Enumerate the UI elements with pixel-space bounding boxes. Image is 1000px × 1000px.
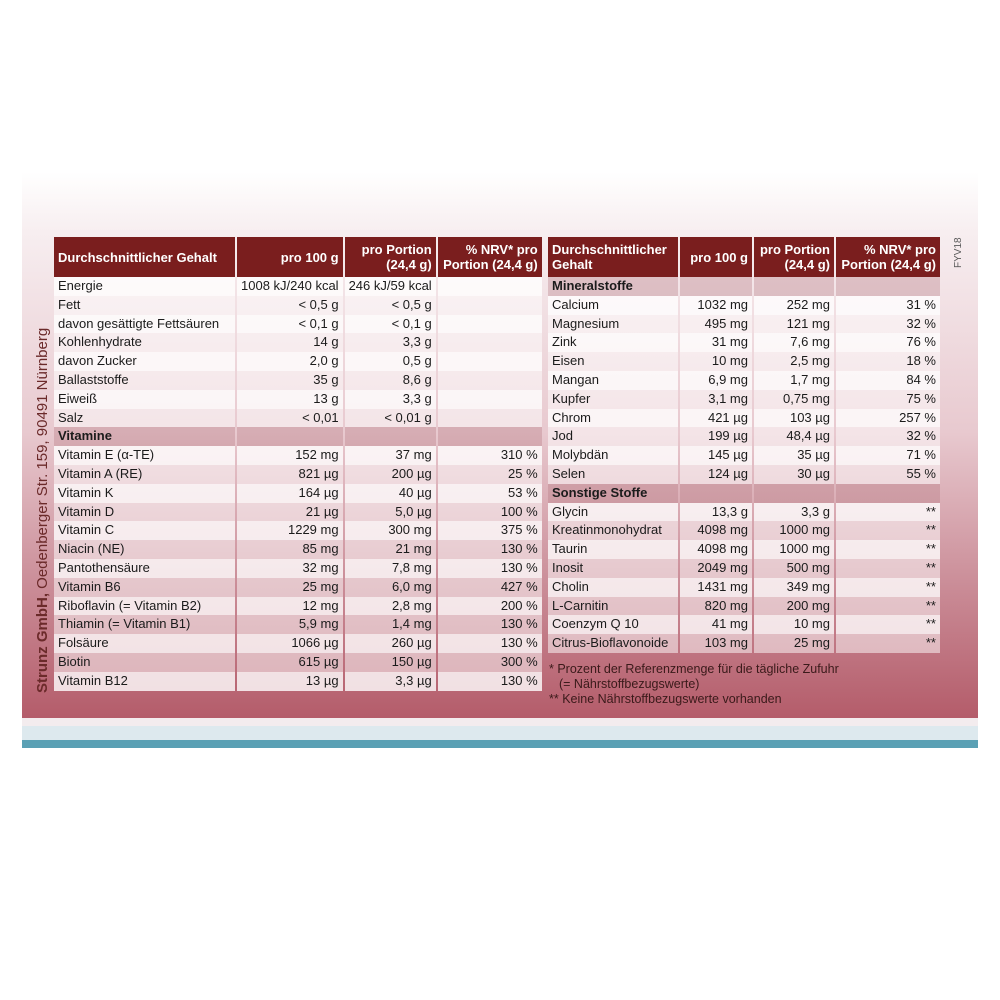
table-row [54, 615, 542, 634]
nrv-percent: 76 % [836, 333, 940, 352]
nutrient-name: Kreatinmonohydrat [548, 521, 678, 540]
nrv-percent: ** [836, 634, 940, 653]
value-per-100g: 13 µg [237, 672, 343, 691]
nrv-percent: ** [836, 578, 940, 597]
nutrient-name: Jod [548, 427, 678, 446]
value-per-100g: 1008 kJ/240 kcal [237, 277, 343, 296]
table-row [54, 653, 542, 672]
section-row [548, 277, 940, 296]
value-per-portion: 7,8 mg [345, 559, 436, 578]
table-row [548, 634, 940, 653]
value-per-100g: 152 mg [237, 446, 343, 465]
header-cell: Durchschnittlicher Gehalt [54, 237, 235, 277]
value-per-portion: 0,75 mg [754, 390, 834, 409]
table-row [54, 371, 542, 390]
nutrient-name: Molybdän [548, 446, 678, 465]
nutrient-name: Biotin [54, 653, 235, 672]
table-row [54, 446, 542, 465]
nrv-percent [438, 352, 542, 371]
value-per-100g: 495 mg [680, 315, 752, 334]
table-row [54, 597, 542, 616]
nrv-percent [438, 409, 542, 428]
value-per-portion: 7,6 mg [754, 333, 834, 352]
table-row [548, 390, 940, 409]
value-per-portion: 121 mg [754, 315, 834, 334]
value-per-portion: 8,6 g [345, 371, 436, 390]
nrv-percent: 55 % [836, 465, 940, 484]
table-row [548, 352, 940, 371]
table-row [548, 521, 940, 540]
print-code: FYV18 [953, 237, 964, 268]
nutrient-name: Coenzym Q 10 [548, 615, 678, 634]
nutrient-name: Vitamin B6 [54, 578, 235, 597]
value-per-portion: 300 mg [345, 521, 436, 540]
nutrient-name: Vitamin A (RE) [54, 465, 235, 484]
section-filler [438, 427, 542, 446]
value-per-100g: < 0,01 [237, 409, 343, 428]
nrv-percent [438, 315, 542, 334]
nutrient-name: Mangan [548, 371, 678, 390]
table-row [54, 484, 542, 503]
value-per-portion: 25 mg [754, 634, 834, 653]
value-per-100g: 12 mg [237, 597, 343, 616]
table-row [548, 333, 940, 352]
nutrition-table-left [52, 237, 544, 691]
value-per-portion: 21 mg [345, 540, 436, 559]
company-name: Strunz GmbH, [34, 593, 51, 693]
value-per-100g: 13,3 g [680, 503, 752, 522]
value-per-100g: 164 µg [237, 484, 343, 503]
table-row [548, 503, 940, 522]
nutrient-name: Niacin (NE) [54, 540, 235, 559]
nrv-percent: 25 % [438, 465, 542, 484]
value-per-portion: 35 µg [754, 446, 834, 465]
value-per-portion: < 0,1 g [345, 315, 436, 334]
section-title: Vitamine [54, 427, 235, 446]
nrv-percent: 130 % [438, 634, 542, 653]
value-per-portion: 0,5 g [345, 352, 436, 371]
value-per-portion: 2,5 mg [754, 352, 834, 371]
value-per-100g: 124 µg [680, 465, 752, 484]
value-per-portion: 1000 mg [754, 540, 834, 559]
section-filler [345, 427, 436, 446]
nrv-percent [438, 333, 542, 352]
nrv-percent [438, 277, 542, 296]
section-filler [680, 277, 752, 296]
value-per-100g: < 0,5 g [237, 296, 343, 315]
value-per-100g: 145 µg [680, 446, 752, 465]
nrv-percent: 32 % [836, 315, 940, 334]
section-filler [680, 484, 752, 503]
nrv-percent: 130 % [438, 672, 542, 691]
value-per-portion: < 0,5 g [345, 296, 436, 315]
table-row [54, 333, 542, 352]
value-per-portion: 37 mg [345, 446, 436, 465]
value-per-100g: < 0,1 g [237, 315, 343, 334]
value-per-100g: 3,1 mg [680, 390, 752, 409]
value-per-100g: 103 mg [680, 634, 752, 653]
section-row [54, 427, 542, 446]
nrv-percent: 130 % [438, 540, 542, 559]
table-row [548, 371, 940, 390]
table-row [548, 615, 940, 634]
value-per-100g: 821 µg [237, 465, 343, 484]
nutrient-name: Vitamin E (α-TE) [54, 446, 235, 465]
table-row [548, 597, 940, 616]
value-per-portion: 246 kJ/59 kcal [345, 277, 436, 296]
value-per-100g: 41 mg [680, 615, 752, 634]
header-cell: pro 100 g [680, 237, 752, 277]
table-row [54, 634, 542, 653]
nrv-percent: 84 % [836, 371, 940, 390]
nutrient-name: Eiweiß [54, 390, 235, 409]
nutrient-name: Ballaststoffe [54, 371, 235, 390]
nrv-percent [438, 371, 542, 390]
nrv-percent: ** [836, 540, 940, 559]
value-per-portion: 103 µg [754, 409, 834, 428]
header-cell: % NRV* pro Portion (24,4 g) [836, 237, 940, 277]
section-row [548, 484, 940, 503]
nrv-percent: 53 % [438, 484, 542, 503]
header-cell: % NRV* pro Portion (24,4 g) [438, 237, 542, 277]
table-row [54, 465, 542, 484]
value-per-portion: 2,8 mg [345, 597, 436, 616]
footnote-no-reference: ** Keine Nährstoffbezugswerte vorhanden [549, 692, 782, 706]
stripe-blue [22, 740, 978, 748]
value-per-100g: 14 g [237, 333, 343, 352]
value-per-portion: 3,3 g [754, 503, 834, 522]
value-per-portion: 30 µg [754, 465, 834, 484]
value-per-100g: 199 µg [680, 427, 752, 446]
value-per-portion: 3,3 µg [345, 672, 436, 691]
section-filler [754, 484, 834, 503]
nrv-percent: 75 % [836, 390, 940, 409]
value-per-100g: 1032 mg [680, 296, 752, 315]
nrv-percent: 200 % [438, 597, 542, 616]
nutrient-name: Magnesium [548, 315, 678, 334]
table-row [54, 352, 542, 371]
footnote-nrv: * Prozent der Referenzmenge für die tägliche Zufuhr [549, 662, 839, 676]
nrv-percent: 130 % [438, 559, 542, 578]
table-row [54, 540, 542, 559]
nrv-percent: 130 % [438, 615, 542, 634]
value-per-portion: < 0,01 g [345, 409, 436, 428]
nrv-percent: ** [836, 559, 940, 578]
nrv-percent: 300 % [438, 653, 542, 672]
address-text: Oedenberger Str. 159, 90491 Nürnberg [34, 327, 51, 593]
value-per-portion: 6,0 mg [345, 578, 436, 597]
value-per-portion: 260 µg [345, 634, 436, 653]
nutrition-table-right [546, 237, 942, 653]
nrv-percent: ** [836, 597, 940, 616]
table-header-row [548, 237, 940, 277]
value-per-portion: 5,0 µg [345, 503, 436, 522]
table-row [54, 390, 542, 409]
value-per-100g: 85 mg [237, 540, 343, 559]
nutrient-name: Selen [548, 465, 678, 484]
nrv-percent: 100 % [438, 503, 542, 522]
value-per-100g: 5,9 mg [237, 615, 343, 634]
value-per-100g: 615 µg [237, 653, 343, 672]
nutrient-name: Eisen [548, 352, 678, 371]
table-row [54, 277, 542, 296]
nrv-percent: 31 % [836, 296, 940, 315]
value-per-portion: 150 µg [345, 653, 436, 672]
value-per-100g: 32 mg [237, 559, 343, 578]
nutrient-name: Calcium [548, 296, 678, 315]
nutrient-name: Fett [54, 296, 235, 315]
value-per-portion: 1,7 mg [754, 371, 834, 390]
table-row [548, 540, 940, 559]
table-row [54, 672, 542, 691]
value-per-100g: 4098 mg [680, 521, 752, 540]
nrv-percent: 427 % [438, 578, 542, 597]
nutrient-name: Vitamin K [54, 484, 235, 503]
nrv-percent: ** [836, 615, 940, 634]
section-title: Mineralstoffe [548, 277, 678, 296]
value-per-100g: 25 mg [237, 578, 343, 597]
nutrient-name: Taurin [548, 540, 678, 559]
nutrient-name: Inosit [548, 559, 678, 578]
nrv-percent: ** [836, 521, 940, 540]
nutrient-name: Pantothensäure [54, 559, 235, 578]
table-row [54, 578, 542, 597]
value-per-portion: 200 µg [345, 465, 436, 484]
table-row [548, 578, 940, 597]
nrv-percent [438, 390, 542, 409]
value-per-100g: 820 mg [680, 597, 752, 616]
value-per-100g: 21 µg [237, 503, 343, 522]
value-per-100g: 2,0 g [237, 352, 343, 371]
table-row [548, 559, 940, 578]
value-per-portion: 10 mg [754, 615, 834, 634]
header-cell: pro 100 g [237, 237, 343, 277]
value-per-portion: 500 mg [754, 559, 834, 578]
nutrient-name: Citrus-Bioflavonoide [548, 634, 678, 653]
nrv-percent [438, 296, 542, 315]
footnotes [549, 662, 839, 707]
nrv-percent: 257 % [836, 409, 940, 428]
nrv-percent: 375 % [438, 521, 542, 540]
value-per-100g: 1431 mg [680, 578, 752, 597]
nutrient-name: Kohlenhydrate [54, 333, 235, 352]
section-filler [836, 484, 940, 503]
table-row [54, 296, 542, 315]
nutrient-name: Vitamin C [54, 521, 235, 540]
nutrient-name: Glycin [548, 503, 678, 522]
nrv-percent: 310 % [438, 446, 542, 465]
nutrient-name: davon Zucker [54, 352, 235, 371]
section-title: Sonstige Stoffe [548, 484, 678, 503]
nutrient-name: Vitamin B12 [54, 672, 235, 691]
table-row [54, 315, 542, 334]
value-per-100g: 6,9 mg [680, 371, 752, 390]
value-per-portion: 1000 mg [754, 521, 834, 540]
nrv-percent: 32 % [836, 427, 940, 446]
nutrient-name: Vitamin D [54, 503, 235, 522]
header-cell: pro Portion (24,4 g) [754, 237, 834, 277]
nutrient-name: Chrom [548, 409, 678, 428]
value-per-portion: 1,4 mg [345, 615, 436, 634]
value-per-100g: 13 g [237, 390, 343, 409]
nutrient-name: Zink [548, 333, 678, 352]
value-per-100g: 1229 mg [237, 521, 343, 540]
nutrient-name: Folsäure [54, 634, 235, 653]
stripe-light [22, 718, 978, 726]
footnote-nrv-continued: (= Nährstoffbezugswerte) [559, 677, 700, 691]
header-cell: pro Portion (24,4 g) [345, 237, 436, 277]
value-per-100g: 1066 µg [237, 634, 343, 653]
table-row [54, 559, 542, 578]
table-row [548, 427, 940, 446]
value-per-100g: 421 µg [680, 409, 752, 428]
nrv-percent: ** [836, 503, 940, 522]
nrv-percent: 18 % [836, 352, 940, 371]
table-row [548, 465, 940, 484]
table-row [54, 503, 542, 522]
nutrient-name: Salz [54, 409, 235, 428]
section-filler [237, 427, 343, 446]
nutrient-name: Energie [54, 277, 235, 296]
nutrient-name: Thiamin (= Vitamin B1) [54, 615, 235, 634]
value-per-100g: 2049 mg [680, 559, 752, 578]
value-per-100g: 31 mg [680, 333, 752, 352]
table-row [54, 409, 542, 428]
value-per-portion: 252 mg [754, 296, 834, 315]
table-row [548, 409, 940, 428]
table-header-row [54, 237, 542, 277]
value-per-100g: 10 mg [680, 352, 752, 371]
nrv-percent: 71 % [836, 446, 940, 465]
value-per-portion: 48,4 µg [754, 427, 834, 446]
section-filler [836, 277, 940, 296]
table-row [548, 315, 940, 334]
value-per-portion: 3,3 g [345, 390, 436, 409]
nutrient-name: davon gesättigte Fettsäuren [54, 315, 235, 334]
value-per-100g: 4098 mg [680, 540, 752, 559]
value-per-portion: 349 mg [754, 578, 834, 597]
value-per-portion: 3,3 g [345, 333, 436, 352]
value-per-portion: 200 mg [754, 597, 834, 616]
value-per-100g: 35 g [237, 371, 343, 390]
table-row [548, 296, 940, 315]
header-cell: Durchschnittlicher Gehalt [548, 237, 678, 277]
section-filler [754, 277, 834, 296]
stripe-pale-blue [22, 726, 978, 740]
nutrient-name: Kupfer [548, 390, 678, 409]
nutrient-name: L-Carnitin [548, 597, 678, 616]
value-per-portion: 40 µg [345, 484, 436, 503]
table-row [548, 446, 940, 465]
table-row [54, 521, 542, 540]
nutrient-name: Cholin [548, 578, 678, 597]
nutrient-name: Riboflavin (= Vitamin B2) [54, 597, 235, 616]
